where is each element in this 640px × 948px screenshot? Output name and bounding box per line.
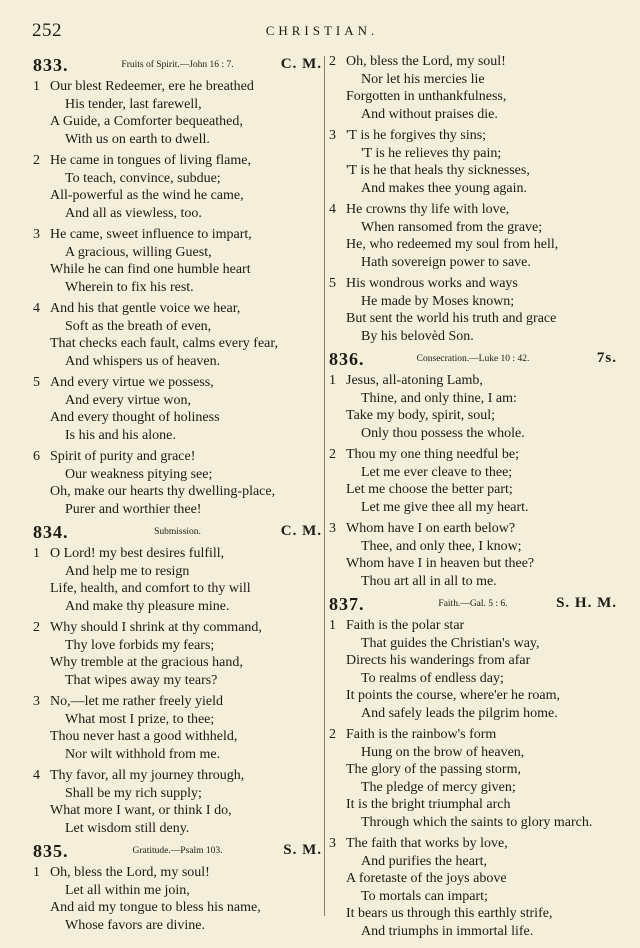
stanza (329, 617, 617, 722)
verse-line (329, 310, 617, 328)
verse-line (33, 820, 322, 838)
hymn-title: Gratitude.—Psalm 103. (132, 846, 223, 856)
stanza (33, 693, 322, 763)
verse-line (329, 180, 617, 198)
verse-line-text: Let all within me join, (65, 882, 190, 898)
stanza (33, 78, 322, 148)
verse-line-text: Whose favors are divine. (65, 917, 205, 933)
verse-line-text: Oh, bless the Lord, my soul! (50, 865, 210, 880)
verse-number: 1 (33, 546, 40, 561)
verse-line-text: Thine, and only thine, I am: (361, 390, 517, 406)
verse-line-text: A Guide, a Comforter bequeathed, (50, 114, 243, 129)
verse-line (33, 244, 322, 262)
verse-line (329, 127, 617, 145)
verse-line-text: And make thy pleasure mine. (65, 598, 230, 614)
verse-line-text: It points the course, where'er he roam, (346, 688, 560, 703)
verse-line (33, 746, 322, 764)
verse-line-text: 'T is he relieves thy pain; (361, 145, 502, 161)
verse-line (329, 573, 617, 591)
verse-line (329, 372, 617, 390)
verse-number: 1 (33, 865, 40, 880)
verse-line-text: Our weakness pitying see; (65, 466, 213, 482)
verse-line (329, 814, 617, 832)
verse-line-text: And help me to resign (65, 563, 190, 579)
verse-line-text: All-powerful as the wind he came, (50, 188, 244, 203)
verse-line-text: And safely leads the pilgrim home. (361, 705, 558, 721)
verse-line-text: To teach, convince, subdue; (65, 170, 221, 186)
hymn-title: Submission. (154, 527, 201, 537)
verse-line-text: Thou my one thing needful be; (346, 447, 520, 462)
verse-line (33, 767, 322, 785)
verse-number: 3 (329, 836, 336, 851)
verse-line-text: And whispers us of heaven. (65, 353, 221, 369)
verse-number: 5 (33, 375, 40, 390)
verse-line-text: Spirit of purity and grace! (50, 449, 196, 464)
verse-line (329, 293, 617, 311)
verse-line (33, 598, 322, 616)
verse-line-text: Faith is the rainbow's form (346, 727, 497, 742)
verse-line-text: Why tremble at the gracious hand, (50, 655, 243, 670)
verse-line (329, 796, 617, 814)
verse-line-text: Forgotten in unthankfulness, (346, 89, 507, 104)
verse-line-text: To realms of endless day; (361, 670, 504, 686)
verse-line (329, 254, 617, 272)
verse-line (33, 802, 322, 820)
hymn-number: 835. (33, 841, 69, 861)
verse-line (329, 106, 617, 124)
hymn (33, 522, 322, 837)
verse-number: 2 (33, 153, 40, 168)
verse-line (329, 464, 617, 482)
verse-line (33, 152, 322, 170)
verse-line-text: Wherein to fix his rest. (65, 279, 194, 295)
stanza (329, 835, 617, 940)
verse-line (329, 905, 617, 923)
verse-line-text: A foretaste of the joys above (346, 871, 507, 886)
verse-line (329, 635, 617, 653)
verse-line (329, 726, 617, 744)
verse-line (33, 483, 322, 501)
verse-line (329, 555, 617, 573)
verse-line (33, 545, 322, 563)
verse-number: 2 (329, 54, 336, 69)
stanza (33, 545, 322, 615)
verse-line (33, 637, 322, 655)
verse-number: 2 (329, 447, 336, 462)
verse-line-text: And purifies the heart, (361, 853, 487, 869)
verse-line (329, 520, 617, 538)
hymn-meter: C. M. (280, 56, 322, 72)
verse-line (33, 785, 322, 803)
verse-line (33, 279, 322, 297)
hymn (329, 594, 617, 940)
verse-line (33, 711, 322, 729)
stanza (329, 446, 617, 516)
stanza (33, 152, 322, 222)
verse-line (329, 53, 617, 71)
verse-line-text: He came in tongues of living flame, (50, 153, 251, 168)
verse-line (329, 870, 617, 888)
verse-line (33, 580, 322, 598)
verse-line (33, 78, 322, 96)
verse-line (329, 236, 617, 254)
verse-line-text: And his that gentle voice we hear, (50, 301, 241, 316)
stanza (33, 619, 322, 689)
verse-line (33, 300, 322, 318)
verse-line (329, 481, 617, 499)
verse-line-text: 'T is he forgives thy sins; (346, 128, 487, 143)
verse-line (33, 619, 322, 637)
running-head: CHRISTIAN. (265, 23, 379, 38)
verse-line (33, 205, 322, 223)
verse-line (329, 201, 617, 219)
verse-line-text: That checks each fault, calms every fear, (50, 336, 278, 351)
verse-line (329, 538, 617, 556)
hymn-title: Faith.—Gal. 5 : 6. (438, 599, 508, 609)
verse-line (329, 853, 617, 871)
verse-line-text: Let me ever cleave to thee; (361, 464, 513, 480)
verse-line (329, 145, 617, 163)
verse-line-text: He, who redeemed my soul from hell, (346, 237, 559, 252)
stanza (329, 275, 617, 345)
verse-line-text: What more I want, or think I do, (50, 803, 232, 818)
verse-line-text: That wipes away my tears? (65, 672, 218, 688)
stanza (33, 300, 322, 370)
verse-line-text: Thou never hast a good withheld, (50, 729, 238, 744)
verse-line (33, 131, 322, 149)
verse-line-text: Only thou possess the whole. (361, 425, 525, 441)
verse-number: 4 (329, 202, 336, 217)
verse-line (33, 170, 322, 188)
verse-line-text: That guides the Christian's way, (361, 635, 540, 651)
verse-line-text: Oh, bless the Lord, my soul! (346, 54, 506, 69)
verse-line-text: Shall be my rich supply; (65, 785, 202, 801)
verse-line (33, 318, 322, 336)
verse-line-text: With us on earth to dwell. (65, 131, 210, 147)
hymn (329, 53, 617, 345)
verse-line (33, 501, 322, 519)
verse-number: 3 (329, 521, 336, 536)
verse-line (329, 670, 617, 688)
verse-number: 4 (33, 301, 40, 316)
verse-line-text: It bears us through this earthly strife, (346, 906, 553, 921)
verse-line (33, 187, 322, 205)
verse-line (329, 923, 617, 941)
verse-line-text: And triumphs in immortal life. (361, 923, 534, 939)
verse-line-text: And without praises die. (361, 106, 498, 122)
verse-line-text: What most I prize, to thee; (65, 711, 215, 727)
hymn-number: 834. (33, 522, 69, 542)
verse-line (329, 617, 617, 635)
verse-line (33, 427, 322, 445)
verse-line-text: And all as viewless, too. (65, 205, 202, 221)
verse-line (329, 390, 617, 408)
verse-line (329, 499, 617, 517)
verse-line-text: The pledge of mercy given; (361, 779, 516, 795)
verse-line-text: A gracious, willing Guest, (65, 244, 212, 260)
verse-line (33, 353, 322, 371)
verse-line (329, 407, 617, 425)
verse-line-text: The glory of the passing storm, (346, 762, 521, 777)
verse-line (329, 328, 617, 346)
verse-line-text: He crowns thy life with love, (346, 202, 510, 217)
verse-line-text: And aid my tongue to bless his name, (50, 900, 261, 915)
verse-line-text: Let wisdom still deny. (65, 820, 190, 836)
verse-line-text: Whom have I on earth below? (346, 521, 516, 536)
verse-line (329, 425, 617, 443)
hymn-meter: 7s. (596, 350, 617, 366)
stanza (329, 53, 617, 123)
stanza (329, 372, 617, 442)
verse-line (33, 226, 322, 244)
stanza (33, 226, 322, 296)
verse-number: 3 (329, 128, 336, 143)
verse-line-text: Why should I shrink at thy command, (50, 620, 262, 635)
verse-line-text: Thy love forbids my fears; (65, 637, 215, 653)
hymn-number: 833. (33, 55, 69, 75)
page-number: 252 (32, 20, 62, 41)
stanza (329, 201, 617, 271)
stanza (33, 448, 322, 518)
verse-line (33, 899, 322, 917)
verse-number: 3 (33, 694, 40, 709)
verse-line-text: Faith is the polar star (346, 618, 465, 633)
verse-line (329, 705, 617, 723)
verse-number: 3 (33, 227, 40, 242)
hymn-meter: S. M. (283, 842, 322, 858)
verse-number: 5 (329, 276, 336, 291)
verse-line-text: And makes thee young again. (361, 180, 528, 196)
verse-line-text: By his belovèd Son. (361, 328, 474, 344)
verse-line (329, 219, 617, 237)
verse-line-text: Thou art all in all to me. (361, 573, 497, 589)
verse-line-text: Take my body, spirit, soul; (346, 408, 495, 423)
verse-line-text: He made by Moses known; (361, 293, 515, 309)
verse-line (329, 275, 617, 293)
hymn (33, 55, 322, 518)
verse-line (33, 672, 322, 690)
verse-line-text: Purer and worthier thee! (65, 501, 202, 517)
verse-line-text: O Lord! my best desires fulfill, (50, 546, 225, 561)
verse-line (33, 113, 322, 131)
hymn (329, 349, 617, 590)
verse-line (33, 728, 322, 746)
hymn-meter: C. M. (280, 523, 322, 539)
left-column (33, 53, 322, 938)
hymn-heading (33, 55, 322, 78)
hymn-heading (33, 522, 322, 545)
verse-line-text: The faith that works by love, (346, 836, 508, 851)
verse-line-text: He came, sweet influence to impart, (50, 227, 252, 242)
verse-line-text: Whom have I in heaven but thee? (346, 556, 535, 571)
verse-number: 1 (329, 373, 336, 388)
verse-line-text: Jesus, all-atoning Lamb, (346, 373, 483, 388)
verse-line-text: Oh, make our hearts thy dwelling-place, (50, 484, 276, 499)
verse-line-text: His tender, last farewell, (65, 96, 202, 112)
verse-line (329, 88, 617, 106)
verse-line-text: Nor wilt withhold from me. (65, 746, 221, 762)
verse-line (33, 466, 322, 484)
verse-line-text: Hung on the brow of heaven, (361, 744, 525, 760)
verse-line (329, 71, 617, 89)
verse-line (329, 744, 617, 762)
verse-line (33, 693, 322, 711)
verse-line-text: Is his and his alone. (65, 427, 176, 443)
verse-line (33, 917, 322, 935)
column-divider (324, 56, 325, 916)
verse-line-text: Let me give thee all my heart. (361, 499, 529, 515)
hymn-meter: S. H. M. (556, 595, 617, 611)
verse-line-text: To mortals can impart; (361, 888, 488, 904)
verse-line-text: And every virtue we possess, (50, 375, 214, 390)
verse-line (33, 448, 322, 466)
verse-line (33, 409, 322, 427)
verse-number: 2 (33, 620, 40, 635)
verse-line (329, 446, 617, 464)
verse-line (33, 96, 322, 114)
verse-line-text: But sent the world his truth and grace (346, 311, 557, 326)
verse-line (329, 652, 617, 670)
verse-line (33, 654, 322, 672)
verse-line (329, 888, 617, 906)
hymn (33, 841, 322, 934)
verse-line (329, 761, 617, 779)
verse-line-text: No,—let me rather freely yield (50, 694, 223, 709)
verse-line-text: Let me choose the better part; (346, 482, 513, 497)
hymn-number: 837. (329, 594, 365, 614)
page-header (28, 20, 616, 44)
verse-line (33, 261, 322, 279)
verse-line-text: Through which the saints to glory march. (361, 814, 593, 830)
verse-line-text: His wondrous works and ways (346, 276, 518, 291)
verse-line-text: Nor let his mercies lie (361, 71, 485, 87)
verse-line-text: Directs his wanderings from afar (346, 653, 531, 668)
verse-line (329, 835, 617, 853)
verse-line-text: It is the bright triumphal arch (346, 797, 511, 812)
verse-line-text: Life, health, and comfort to thy will (50, 581, 251, 596)
verse-number: 6 (33, 449, 40, 464)
verse-line (329, 779, 617, 797)
stanza (33, 864, 322, 934)
verse-number: 2 (329, 727, 336, 742)
stanza (33, 374, 322, 444)
verse-line (329, 687, 617, 705)
hymn-title: Fruits of Spirit.—John 16 : 7. (121, 60, 234, 70)
stanza (33, 767, 322, 837)
verse-line-text: And every thought of holiness (50, 410, 220, 425)
hymn-title: Consecration.—Luke 10 : 42. (416, 354, 530, 364)
verse-line-text: When ransomed from the grave; (361, 219, 543, 235)
verse-number: 1 (329, 618, 336, 633)
verse-line-text: And every virtue won, (65, 392, 191, 408)
verse-line-text: Thee, and only thee, I know; (361, 538, 522, 554)
verse-line-text: Hath sovereign power to save. (361, 254, 531, 270)
hymn-heading (33, 841, 322, 864)
verse-line (33, 864, 322, 882)
verse-line (33, 563, 322, 581)
verse-line-text: Soft as the breath of even, (65, 318, 212, 334)
verse-line (329, 162, 617, 180)
stanza (329, 520, 617, 590)
verse-line-text: Our blest Redeemer, ere he breathed (50, 79, 254, 94)
verse-line-text: 'T is he that heals thy sicknesses, (346, 163, 530, 178)
verse-line (33, 335, 322, 353)
hymn-number: 836. (329, 349, 365, 369)
verse-line (33, 392, 322, 410)
verse-line-text: While he can find one humble heart (50, 262, 251, 277)
verse-line (33, 374, 322, 392)
verse-line (33, 882, 322, 900)
verse-number: 1 (33, 79, 40, 94)
right-column (329, 53, 617, 944)
stanza (329, 726, 617, 831)
verse-number: 4 (33, 768, 40, 783)
verse-line-text: Thy favor, all my journey through, (50, 768, 245, 783)
hymn-heading (329, 594, 617, 617)
stanza (329, 127, 617, 197)
hymn-heading (329, 349, 617, 372)
